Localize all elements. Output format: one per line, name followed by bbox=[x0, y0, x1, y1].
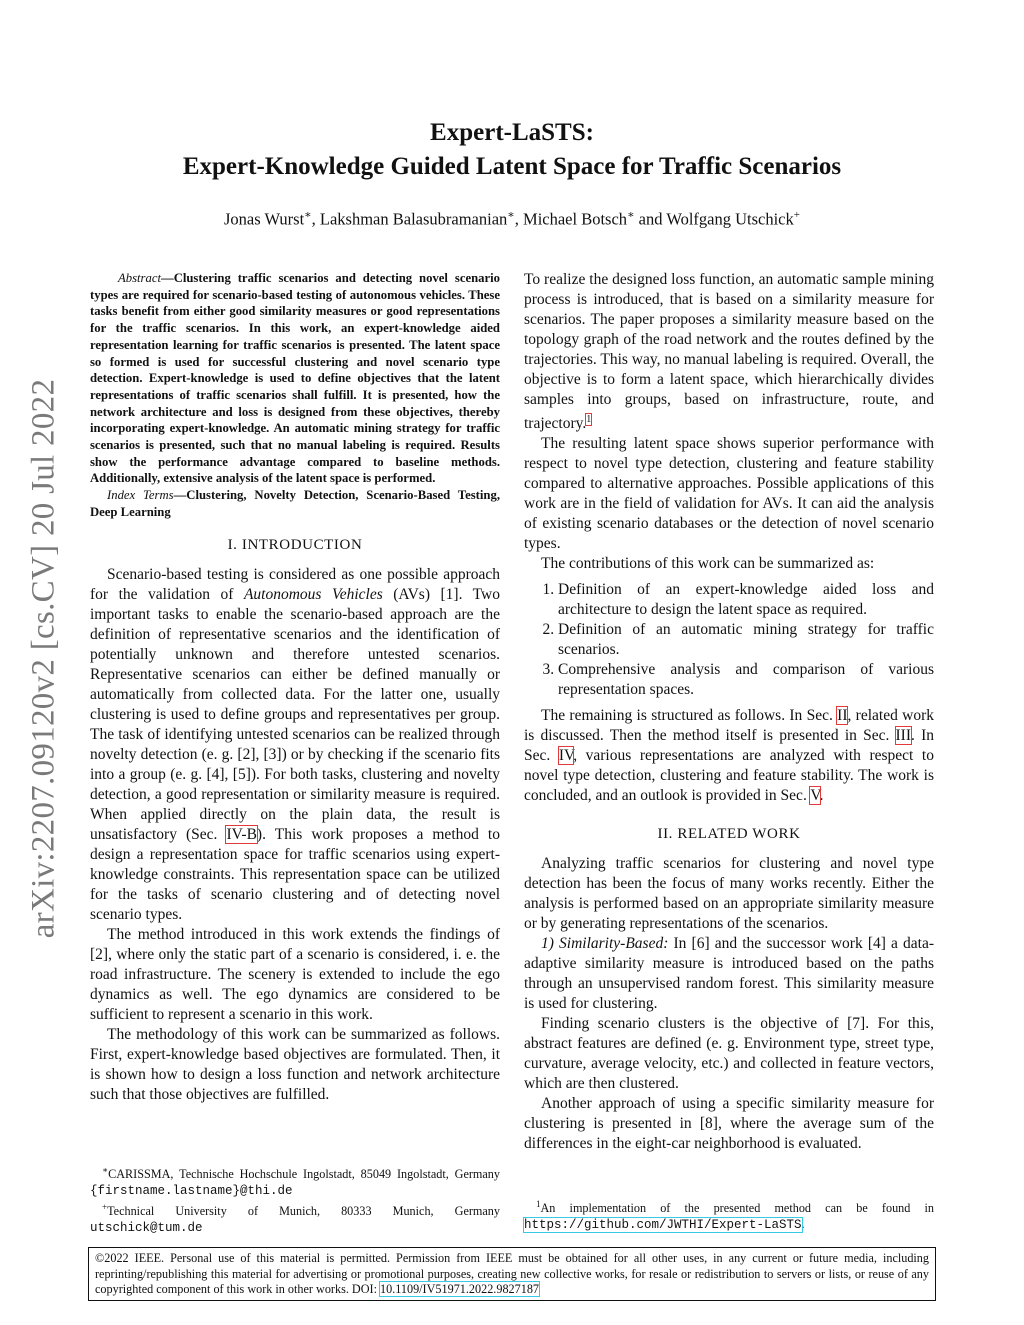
cross-ref-link[interactable]: III bbox=[895, 727, 912, 745]
affiliation-footnotes bbox=[90, 1162, 500, 1236]
footnote-affiliation-2: +Technical University of Munich, 80333 Munich, Germany utschick@tum.de bbox=[90, 1202, 500, 1236]
github-link[interactable]: https://github.com/JWTHI/Expert-LaSTS bbox=[524, 1218, 802, 1233]
paragraph: Finding scenario clusters is the objective of [7]. For this, abstract features are defined (e. g. Environment type, street type, curvature, average velocity, etc.) and collected in feature vectors, which are then clustered. bbox=[524, 1015, 934, 1093]
paragraph: Another approach of using a specific similarity measure for clustering is presented in [8], where the average sum of the differences in the eight-car neighborhood is evaluated. bbox=[524, 1095, 934, 1153]
footnote-affiliation-1: ∗CARISSMA, Technische Hochschule Ingolstadt, 85049 Ingolstadt, Germany {firstname.lastname}@thi.de bbox=[90, 1165, 500, 1199]
paragraph: The method introduced in this work extends the findings of [2], where only the static part of a scenario is considered, i. e. the road infrastructure. The scenery is extended to include the ego dynamics as well. The ego dynamics are considered to be sufficient to represent a scenario in this work. bbox=[90, 925, 500, 1023]
abstract: Abstract—Clustering traffic scenarios and detecting novel scenario types are required for scenario-based testing of autonomous vehicles. These tasks benefit from either good similarity measures or good representations for the traffic scenarios. In this work, an expert-knowledge aided representation learning for traffic scenarios is presented. The latent space so formed is used for successful clustering and novel scenario type detection. Expert-knowledge is used to define objectives that the latent representations of traffic scenarios shall fulfill. It is presented, how the network architecture and loss is designed from these objectives, thereby incorporating expert-knowledge. An automatic mining strategy for traffic scenarios is presented, such that no manual labeling is required. Results show the performance advantage compared to baseline methods. Additionally, extensive analysis of the latent space is performed. bbox=[90, 271, 500, 486]
author-name: Michael Botsch bbox=[523, 209, 628, 229]
cross-ref-link[interactable]: IV-B bbox=[226, 825, 257, 843]
right-column bbox=[524, 270, 934, 1154]
index-terms: Index Terms—Clustering, Novelty Detection, Scenario-Based Testing, Deep Learning bbox=[90, 488, 500, 519]
cross-ref-link[interactable]: V bbox=[810, 787, 820, 805]
doi-link[interactable]: 10.1109/IV51971.2022.9827187 bbox=[380, 1282, 540, 1297]
author-list: Jonas Wurst∗, Lakshman Balasubramanian∗, Michael Botsch∗ and Wolfgang Utschick+ bbox=[224, 209, 800, 229]
paragraph: 1) Similarity-Based: In [6] and the successor work [4] a data-adaptive similarity measure is introduced based on the paths through an unsupervised random forest. This similarity measure is used for clustering. bbox=[524, 935, 934, 1013]
paragraph: To realize the designed loss function, an automatic sample mining process is introduced, that is based on a similarity measure for scenarios. The paper proposes a similarity measure based on the topology graph of the road network and the routes defined by the trajectories. This way, no manual labeling is required. Overall, the objective is to form a latent space, which hierarchically divides samples into groups, based on infrastructure, route, and trajectory.$^1$ bbox=[524, 271, 934, 433]
code-footnote: $^1$An implementation of the presented method can be found in https://github.com/JWTHI/Expert-LaSTS. bbox=[524, 1199, 934, 1233]
cross-ref-link[interactable]: IV bbox=[558, 747, 574, 765]
paragraph: Analyzing traffic scenarios for clustering and novel type detection has been the focus of many works recently. Either the analysis is performed based on an appropriate similarity measure or by generating representations of the scenarios. bbox=[524, 855, 934, 933]
arxiv-id-text: arXiv:2207.09120v2 [cs.CV] 20 Jul 2022 bbox=[25, 378, 62, 938]
contributions-list bbox=[524, 580, 934, 700]
paper-title bbox=[0, 116, 1024, 184]
list-item: 3. Comprehensive analysis and comparison of various representation spaces. bbox=[558, 660, 934, 700]
list-item: 1. Definition of an expert-knowledge aided loss and architecture to design the latent space as required. bbox=[558, 580, 934, 620]
section-heading-introduction: I. INTRODUCTION bbox=[227, 536, 363, 553]
paragraph: Scenario-based testing is considered as one possible approach for the validation of Autonomous Vehicles (AVs) [1]. Two important tasks to enable the scenario-based approach are the definition of representative scenarios and the identification of potentially unknown and therefore untested scenarios. Representative scenarios can either be defined manually or automatically from collected data. For the latter one, usually clustering is used to define groups and representatives per group. The task of identifying untested scenarios can be realized through novelty detection (e. g. [2], [3]) or by checking if the scenario fits into a group (e. g. [4], [5]). For both tasks, clustering and novelty detection, a good representation or similarity measure is required. When applied directly on the plain data, the result is unsatisfactory (Sec. IV-B). This work proposes a method to design a representation space for traffic scenarios using expert-knowledge constraints. This representation space can be utilized for the tasks of scenario clustering and of detecting novel scenario types. bbox=[90, 565, 500, 923]
arxiv-stamp bbox=[18, 358, 70, 958]
paragraph: The remaining is structured as follows. In Sec. II, related work is discussed. Then the method itself is presented in Sec. III. In Sec. IV, various representations are analyzed with respect to novel type detection, clustering and feature stability. The work is concluded, and an outlook is provided in Sec. V. bbox=[524, 707, 934, 805]
section-heading-related-work: II. RELATED WORK bbox=[657, 826, 801, 843]
copyright-notice: ©2022 IEEE. Personal use of this material is permitted. Permission from IEEE must be obtained for all other uses, in any current or future media, including reprinting/republishing this material for advertising or promotional purposes, creating new collective works, for resale or redistribution to servers or lists, or reuse of any copyrighted component of this work in other works. DOI: 10.1109/IV51971.2022.9827187 bbox=[88, 1247, 936, 1301]
left-column bbox=[90, 270, 500, 1105]
list-item: 2. Definition of an automatic mining strategy for traffic scenarios. bbox=[558, 620, 934, 660]
title-line-2: Expert-Knowledge Guided Latent Space for Traffic Scenarios bbox=[182, 153, 842, 180]
paragraph: The contributions of this work can be summarized as: bbox=[541, 555, 875, 573]
author-name: Lakshman Balasubramanian bbox=[319, 209, 508, 229]
footnote-ref-link[interactable]: 1 bbox=[586, 414, 592, 425]
author-name: Jonas Wurst bbox=[224, 209, 305, 229]
title-line-1: Expert-LaSTS: bbox=[430, 119, 594, 146]
paragraph: The resulting latent space shows superior performance with respect to novel type detection, clustering and feature stability compared to alternative approaches. Possible applications of this work are in the field of validation for AVs. It can aid the analysis of existing scenario databases or the detection of novel scenario types. bbox=[524, 435, 934, 553]
cross-ref-link[interactable]: II bbox=[837, 707, 848, 725]
author-name: Wolfgang Utschick bbox=[666, 209, 794, 229]
paragraph: The methodology of this work can be summarized as follows. First, expert-knowledge based objectives are formulated. Then, it is shown how to design a loss function and network architecture such that those objectives are fulfilled. bbox=[90, 1025, 500, 1103]
